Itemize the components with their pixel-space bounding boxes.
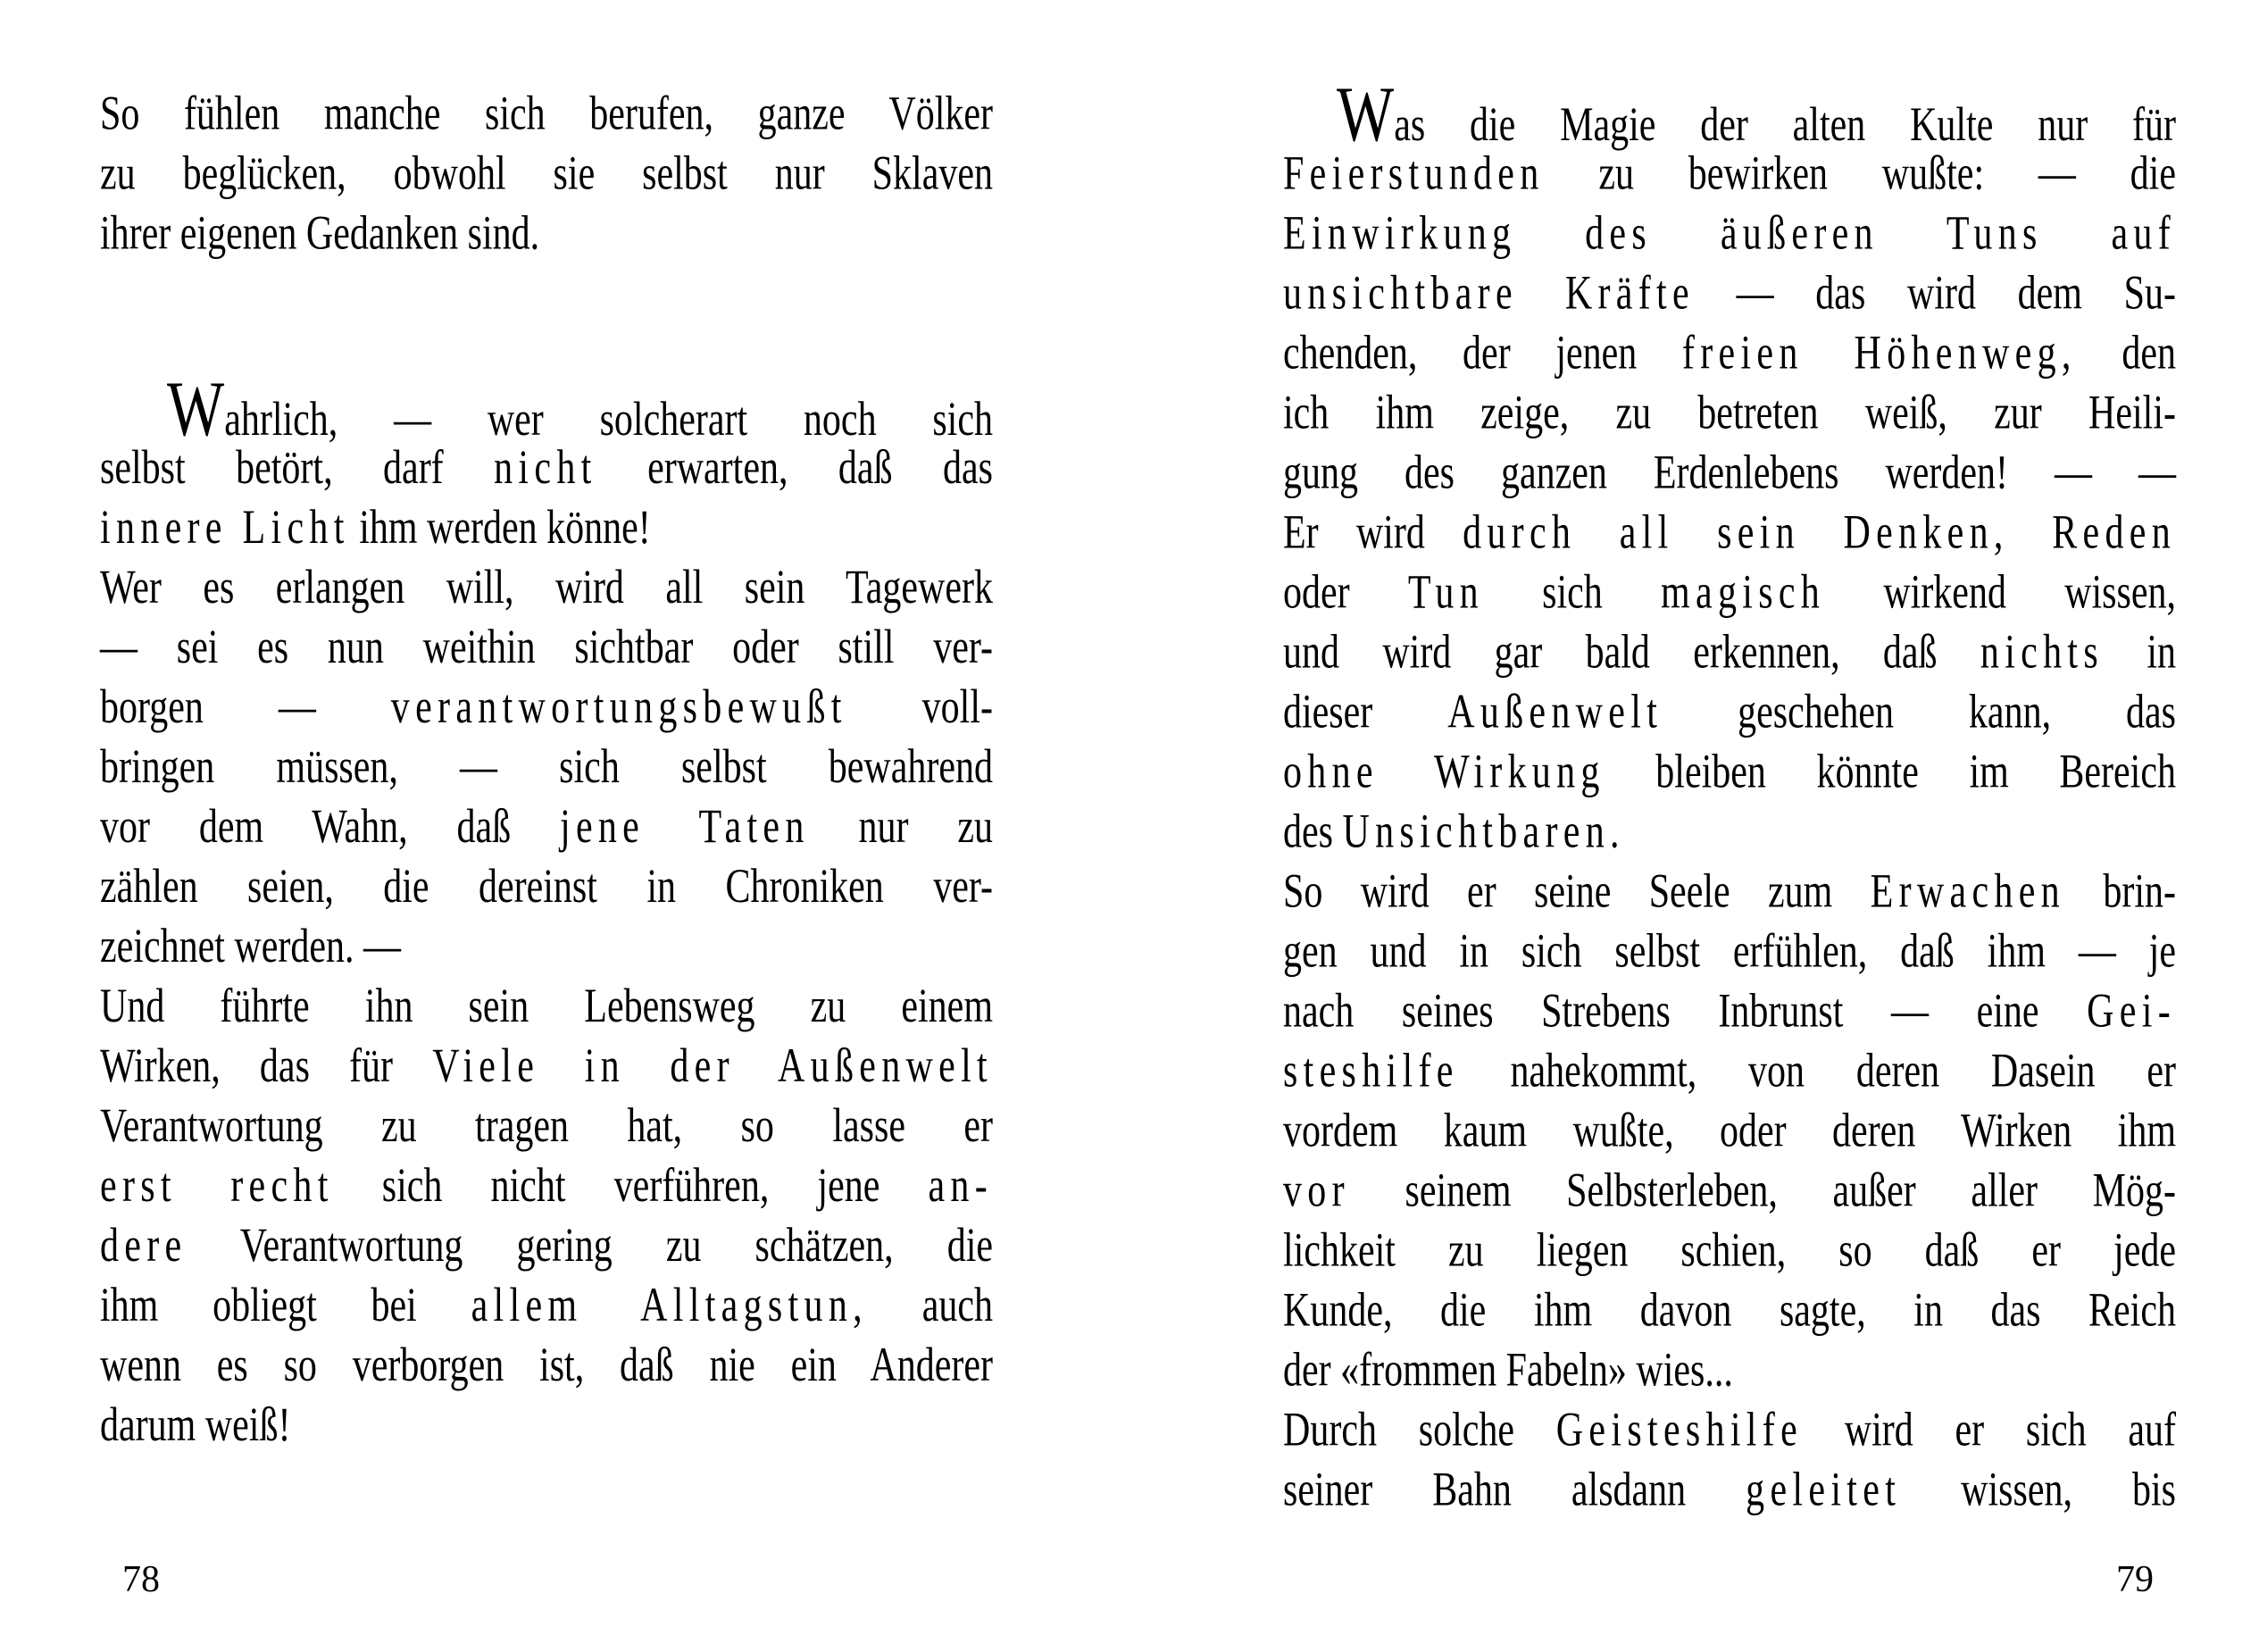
paragraph <box>1283 70 2177 1520</box>
text-segment: Feierstunden <box>1283 146 1545 201</box>
text-segment: ihm obliegt bei <box>100 1279 471 1333</box>
text-segment: oder <box>1283 565 1408 620</box>
text-line <box>100 738 993 797</box>
text-segment: nur zu <box>809 800 993 855</box>
text-segment: innere Licht <box>100 501 350 555</box>
text-segment: as die Magie der alten Kulte nur für <box>1394 98 2176 153</box>
text-segment: — das wird dem Su- <box>1694 266 2176 321</box>
text-segment: zu beglücken, obwohl sie selbst nur Sklaven <box>100 146 993 201</box>
text-segment: ahrlich, — wer solcherart noch sich <box>224 393 993 446</box>
text-segment: selbst betört, darf <box>100 441 495 495</box>
text-segment: nichts <box>1980 625 2105 680</box>
text-segment: jene Taten <box>559 800 810 855</box>
text-segment: Durch solche <box>1283 1403 1556 1457</box>
text-segment: verantwortungsbewußt <box>390 680 847 735</box>
text-segment: bringen müssen, — sich selbst bewahrend <box>100 740 993 795</box>
text-line <box>100 1276 993 1336</box>
text-line <box>1283 1101 2176 1161</box>
text-line <box>100 857 993 917</box>
text-line <box>100 797 993 857</box>
text-line <box>1283 204 2176 263</box>
text-segment: Verantwortung gering zu schätzen, die <box>187 1219 993 1273</box>
text-segment: borgen — <box>100 680 391 735</box>
text-line <box>100 1097 993 1156</box>
text-segment: brin- <box>2064 864 2176 919</box>
text-segment: nicht <box>494 441 597 495</box>
text-line <box>100 558 993 618</box>
text-line <box>100 438 993 498</box>
text-segment: ich ihm zeige, zu betreten weiß, zur Heili- <box>1283 386 2176 440</box>
text-line <box>100 204 993 263</box>
text-line <box>1283 70 2176 158</box>
text-segment: erst recht <box>100 1159 334 1214</box>
text-segment: nahekommt, von deren Dasein er <box>1458 1044 2176 1098</box>
text-segment: geleitet <box>1746 1463 1902 1517</box>
text-segment: unsichtbare Kräfte <box>1283 266 1695 321</box>
text-segment: geschehen kann, das <box>1663 685 2176 739</box>
text-segment: voll- <box>846 680 994 735</box>
text-segment: gung des ganzen Erdenlebens werden! — — <box>1283 446 2176 500</box>
text-segment: den <box>2076 326 2176 380</box>
text-line <box>100 917 993 977</box>
text-line <box>1283 862 2176 922</box>
text-segment: wissen, bis <box>1901 1463 2176 1517</box>
text-segment: Erwachen <box>1870 864 2065 919</box>
text-segment: gen und in sich selbst erfühlen, daß ihm — je <box>1283 924 2176 979</box>
text-line <box>100 977 993 1037</box>
text-segment: magisch <box>1661 565 1826 620</box>
text-line <box>1283 682 2176 742</box>
text-segment: Tun <box>1407 565 1484 620</box>
text-segment: allem Alltagstun, <box>471 1279 868 1333</box>
text-segment: durch all sein Denken, Reden <box>1463 505 2176 560</box>
text-line <box>1283 144 2176 204</box>
text-segment: und wird gar bald erkennen, daß <box>1283 625 1980 680</box>
text-segment: Gei- <box>2087 984 2176 1039</box>
text-segment: seinem Selbsterleben, außer aller Mög- <box>1349 1164 2176 1218</box>
text-line <box>1283 1340 2176 1400</box>
text-line <box>100 618 993 678</box>
text-line <box>100 1336 993 1396</box>
text-segment: wenn es so verborgen ist, daß nie ein Anderer <box>100 1339 993 1393</box>
text-segment: zu bewirken wußte: — die <box>1544 146 2176 201</box>
text-segment: Und führte ihn sein Lebensweg zu einem <box>100 980 993 1034</box>
text-segment: So wird er seine Seele zum <box>1283 864 1871 919</box>
text-segment: in <box>2104 625 2177 680</box>
text-segment: Verantwortung zu tragen hat, so lasse er <box>100 1099 993 1154</box>
text-line <box>100 498 993 558</box>
text-line <box>100 1396 993 1456</box>
text-line <box>1283 922 2176 981</box>
text-segment: dieser <box>1283 685 1448 739</box>
text-line <box>1283 1281 2176 1340</box>
text-line <box>1283 503 2176 563</box>
text-line <box>100 1037 993 1097</box>
text-line <box>1283 323 2176 383</box>
text-segment: bleiben könnte im Bereich <box>1605 745 2176 799</box>
text-segment: erwarten, daß das <box>596 441 994 495</box>
text-segment: Einwirkung des äußeren Tuns auf <box>1283 206 2176 261</box>
text-segment: an- <box>928 1159 993 1214</box>
text-segment: — sei es nun weithin sichtbar oder still ver- <box>100 621 993 675</box>
text-line <box>100 364 993 453</box>
text-line <box>1283 383 2176 443</box>
text-segment: lichkeit zu liegen schien, so daß er jede <box>1283 1223 2176 1278</box>
text-segment: steshilfe <box>1283 1044 1459 1098</box>
text-line <box>1283 1161 2176 1221</box>
text-segment: wirkend wissen, <box>1825 565 2176 620</box>
text-line <box>100 678 993 738</box>
text-segment: ohne Wirkung <box>1283 745 1605 799</box>
page-left-text <box>100 84 993 1456</box>
text-segment: wird er sich auf <box>1803 1403 2176 1457</box>
page-number-left: 78 <box>122 1559 160 1600</box>
text-segment: freien Höhenweg, <box>1681 326 2077 380</box>
text-segment: zeichnet werden. — <box>100 920 402 974</box>
text-segment: sich <box>1483 565 1662 620</box>
text-segment: des <box>1283 805 1343 859</box>
text-segment: vor <box>1283 1164 1350 1218</box>
text-segment: dere <box>100 1219 188 1273</box>
text-segment: ihm werden könne! <box>349 501 651 555</box>
drop-cap-initial: W <box>167 364 225 453</box>
text-line <box>100 1216 993 1276</box>
text-segment: darum weiß! <box>100 1398 291 1453</box>
text-line <box>1283 1221 2176 1281</box>
text-segment: Viele in der Außenwelt <box>432 1039 994 1094</box>
drop-cap-initial: W <box>1337 70 1395 158</box>
text-line <box>1283 263 2176 323</box>
text-line <box>100 144 993 204</box>
text-segment: seiner Bahn alsdann <box>1283 1463 1746 1517</box>
text-line <box>1283 1460 2176 1520</box>
text-line <box>1283 742 2176 802</box>
text-line <box>1283 563 2176 622</box>
text-segment: Kunde, die ihm davon sagte, in das Reich <box>1283 1283 2176 1338</box>
paragraph <box>100 364 994 1456</box>
text-segment: Geisteshilfe <box>1555 1403 1804 1457</box>
text-segment: vordem kaum wußte, oder deren Wirken ihm <box>1283 1104 2176 1158</box>
text-segment: ihrer eigenen Gedanken sind. <box>100 206 540 261</box>
text-line <box>1283 802 2176 862</box>
text-line <box>1283 1041 2176 1101</box>
paragraph <box>100 84 993 263</box>
text-line <box>1283 622 2176 682</box>
text-segment: Unsichtbaren. <box>1342 805 1625 859</box>
text-segment: auch <box>867 1279 993 1333</box>
page-right-text <box>1283 70 2177 1520</box>
text-segment: So fühlen manche sich berufen, ganze Völker <box>100 87 993 141</box>
text-segment: Wer es erlangen will, wird all sein Tagewerk <box>100 561 993 614</box>
text-line <box>1283 1400 2176 1460</box>
text-line <box>1283 443 2176 503</box>
text-segment: der «frommen Fabeln» wies... <box>1283 1343 1733 1398</box>
page-number-right: 79 <box>2116 1559 2154 1600</box>
text-segment: chenden, der jenen <box>1283 326 1682 380</box>
text-segment: nach seines Strebens Inbrunst — eine <box>1283 984 2088 1039</box>
text-segment: Er wird <box>1283 505 1463 560</box>
text-segment: Wirken, das für <box>100 1039 433 1094</box>
text-segment: Außenwelt <box>1447 685 1663 739</box>
text-segment: vor dem Wahn, daß <box>100 800 560 855</box>
text-line <box>100 1156 993 1216</box>
text-segment: sich nicht verführen, jene <box>333 1159 929 1214</box>
text-segment: zählen seien, die dereinst in Chroniken ver- <box>100 860 993 914</box>
text-line <box>1283 981 2176 1041</box>
text-line <box>100 84 993 144</box>
